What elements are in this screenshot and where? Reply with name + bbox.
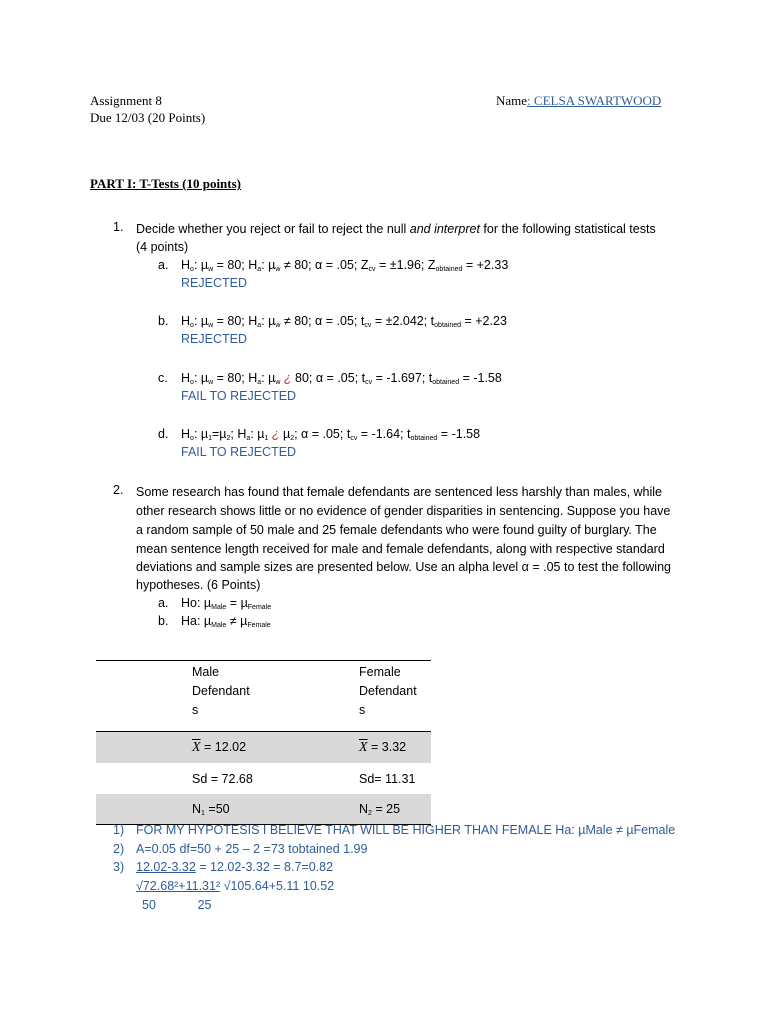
assignment-title: Assignment 8 — [90, 93, 162, 108]
denominators: 50 25 — [142, 898, 212, 912]
q1-prompt-line2: (4 points) — [136, 240, 189, 254]
q2-prompt-line: mean sentence length received for male and female defendants, along with respective standard — [136, 542, 665, 556]
male-sd: Sd = 72.68 — [192, 764, 359, 795]
table-row — [96, 764, 431, 795]
q1c-letter: c. — [158, 371, 168, 385]
female-sd: Sd= 11.31 — [359, 764, 431, 795]
null-hypothesis: Ho: µ$_{Male}$ = µ$_{Female}$ — [181, 596, 272, 611]
q1b-letter: b. — [158, 314, 169, 328]
defendants-table — [96, 660, 431, 825]
sqrt-formula: √72.68²+11.31² √105.64+5.11 10.52 — [136, 879, 335, 893]
male-n: $N_1 =50$ — [192, 794, 359, 825]
q1a-answer: REJECTED — [181, 276, 247, 290]
table-row — [96, 794, 431, 825]
answer-formula: 12.02-3.32 = 12.02-3.32 = 8.7=0.82 — [136, 860, 334, 874]
q2a-letter: a. — [158, 596, 169, 610]
q1c-answer: FAIL TO REJECTED — [181, 389, 297, 403]
due-date: Due 12/03 (20 Points) — [90, 110, 206, 125]
q1d-letter: d. — [158, 427, 169, 441]
q2-prompt-line: a random sample of 50 male and 25 female defendants who were found guilty of burglary. The — [136, 523, 657, 537]
q1-number: 1. — [113, 220, 124, 234]
answer-text: FOR MY HYPOTESIS I BELIEVE THAT WILL BE HIGHER THAN FEMALE Ha: µMale ≠ µFemale — [136, 823, 676, 837]
q2b-letter: b. — [158, 614, 169, 628]
q1a-statement: $H_o$: µ$_w$ = 80; $H_a$: µ$_w$ ≠ 80; α = .05; $Z_{cv} = \pm 1.96$; $Z_{obtained} = +2.33$ — [181, 258, 509, 273]
q1b-statement: $H_o$: µ$_w$ = 80; $H_a$: µ$_w$ ≠ 80; α = .05; $t_{cv} = \pm 2.042$; $t_{obtained} = +2.23$ — [181, 314, 507, 329]
part1-title: PART I: T-Tests (10 points) — [90, 176, 242, 191]
name-label: Name — [496, 93, 528, 108]
name-field — [496, 93, 661, 109]
q2-prompt-line: other research shows little or no evidence of gender disparities in sentencing. Suppose you have — [136, 504, 671, 518]
table-row — [96, 732, 431, 764]
female-mean: $\overline{X} = 3.32$ — [359, 732, 431, 764]
student-name: : CELSA SWARTWOOD — [527, 93, 662, 108]
answer-text: A=0.05 df=50 + 25 – 2 =73 tobtained 1.99 — [136, 842, 368, 856]
q2-prompt-line: Some research has found that female defendants are sentenced less harshly than males, while — [136, 485, 663, 499]
female-header: Female Defendant s — [359, 661, 431, 732]
table-header-row — [96, 661, 431, 732]
answer-number: 2) — [113, 842, 125, 856]
q2-number: 2. — [113, 483, 124, 497]
q1d-answer: FAIL TO REJECTED — [181, 445, 297, 459]
male-mean: $\overline{X} = 12.02$ — [192, 732, 359, 764]
answer-number: 1) — [113, 823, 125, 837]
q2-prompt-line: deviations and sample sizes are presented below. Use an alpha level α = .05 to test the following — [136, 560, 671, 574]
answer-number: 3) — [113, 860, 125, 874]
q1a-letter: a. — [158, 258, 169, 272]
q1c-statement: $H_o$: µ$_w$ = 80; $H_a$: µ$_w$ ¿ 80; α = .05; $t_{cv} = -1.697$; $t_{obtained} = -1.58$ — [181, 371, 502, 386]
male-header: Male Defendant s — [192, 661, 359, 732]
alt-hypothesis: Ha: µ$_{Male}$ ≠ µ$_{Female}$ — [181, 614, 271, 629]
q1-prompt-line1: Decide whether you reject or fail to reject the null and interpret for the following statistical tests — [136, 222, 656, 236]
q2-prompt-line: hypotheses. (6 Points) — [136, 578, 261, 592]
q1b-answer: REJECTED — [181, 332, 247, 346]
female-n: $N_2 = 25$ — [359, 794, 431, 825]
q1d-statement: $H_o$: µ$_1$=µ$_2$; $H_a$: µ$_1$ ¿ µ$_2$; α = .05; $t_{cv} = -1.64$; $t_{obtained} = -1.58$ — [181, 427, 481, 442]
